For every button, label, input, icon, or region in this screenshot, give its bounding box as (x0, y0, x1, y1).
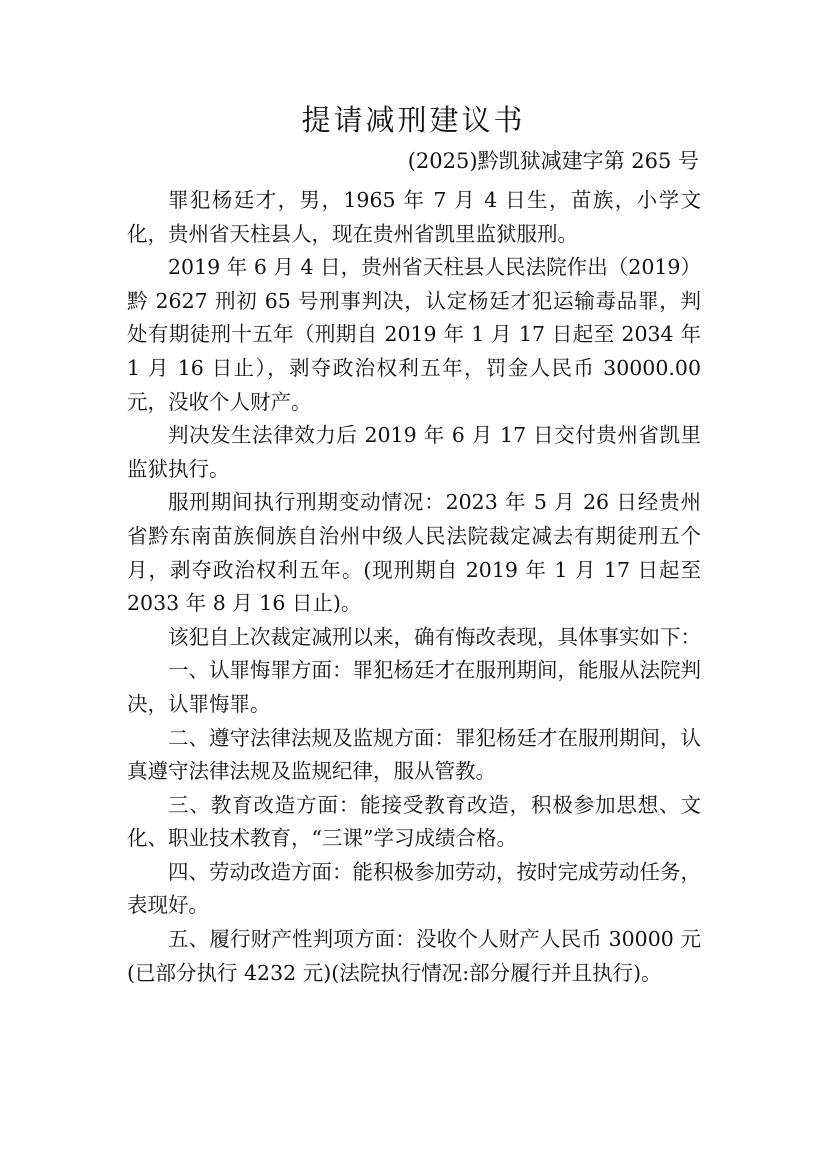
paragraph-item-admit-guilt: 一、认罪悔罪方面：罪犯杨廷才在服刑期间，能服从法院判决，认罪悔罪。 (127, 658, 701, 716)
paragraph-sentence-changes: 服刑期间执行刑期变动情况：2023 年 5 月 26 日经贵州省黔东南苗族侗族自治州中级人民法院裁定减去有期徒刑五个月，剥夺政治权利五年。(现刑期自 2019 年 1 月 17 日起至 2033 年 8 月 16 日止)。 (127, 490, 701, 616)
paragraph-execution: 判决发生法律效力后 2019 年 6 月 17 日交付贵州省凯里监狱执行。 (127, 423, 701, 481)
paragraph-personal-info: 罪犯杨廷才，男，1965 年 7 月 4 日生，苗族，小学文化，贵州省天柱县人，现在贵州省凯里监狱服刑。 (127, 188, 701, 246)
paragraph-item-property: 五、履行财产性判项方面：没收个人财产人民币 30000 元(已部分执行 4232 元)(法院执行情况:部分履行并且执行)。 (127, 927, 701, 985)
paragraph-item-labor: 四、劳动改造方面：能积极参加劳动，按时完成劳动任务，表现好。 (127, 859, 701, 918)
paragraph-item-education: 三、教育改造方面：能接受教育改造，积极参加思想、文化、职业技术教育，“三课”学习成绩合格。 (127, 792, 701, 851)
paragraph-item-obey-rules: 二、遵守法律法规及监规方面：罪犯杨廷才在服刑期间，认真遵守法律法规及监规纪律，服从管教。 (127, 725, 701, 784)
document-body (127, 184, 701, 990)
paragraph-original-judgment: 2019 年 6 月 4 日，贵州省天柱县人民法院作出（2019）黔 2627 刑初 65 号刑事判决，认定杨廷才犯运输毒品罪，判处有期徒刑十五年（刑期自 2019 年 1 月 17 日起至 2034 年 1 月 16 日止），剥夺政治权利五年，罚金人民币 30000.00 元，没收个人财产。 (127, 255, 701, 414)
document-title: 提请减刑建议书 (301, 103, 526, 137)
document-number: (2025)黔凯狱减建字第 265 号 (407, 149, 699, 173)
paragraph-repentance-intro: 该犯自上次裁定减刑以来，确有悔改表现，具体事实如下： (168, 624, 701, 649)
